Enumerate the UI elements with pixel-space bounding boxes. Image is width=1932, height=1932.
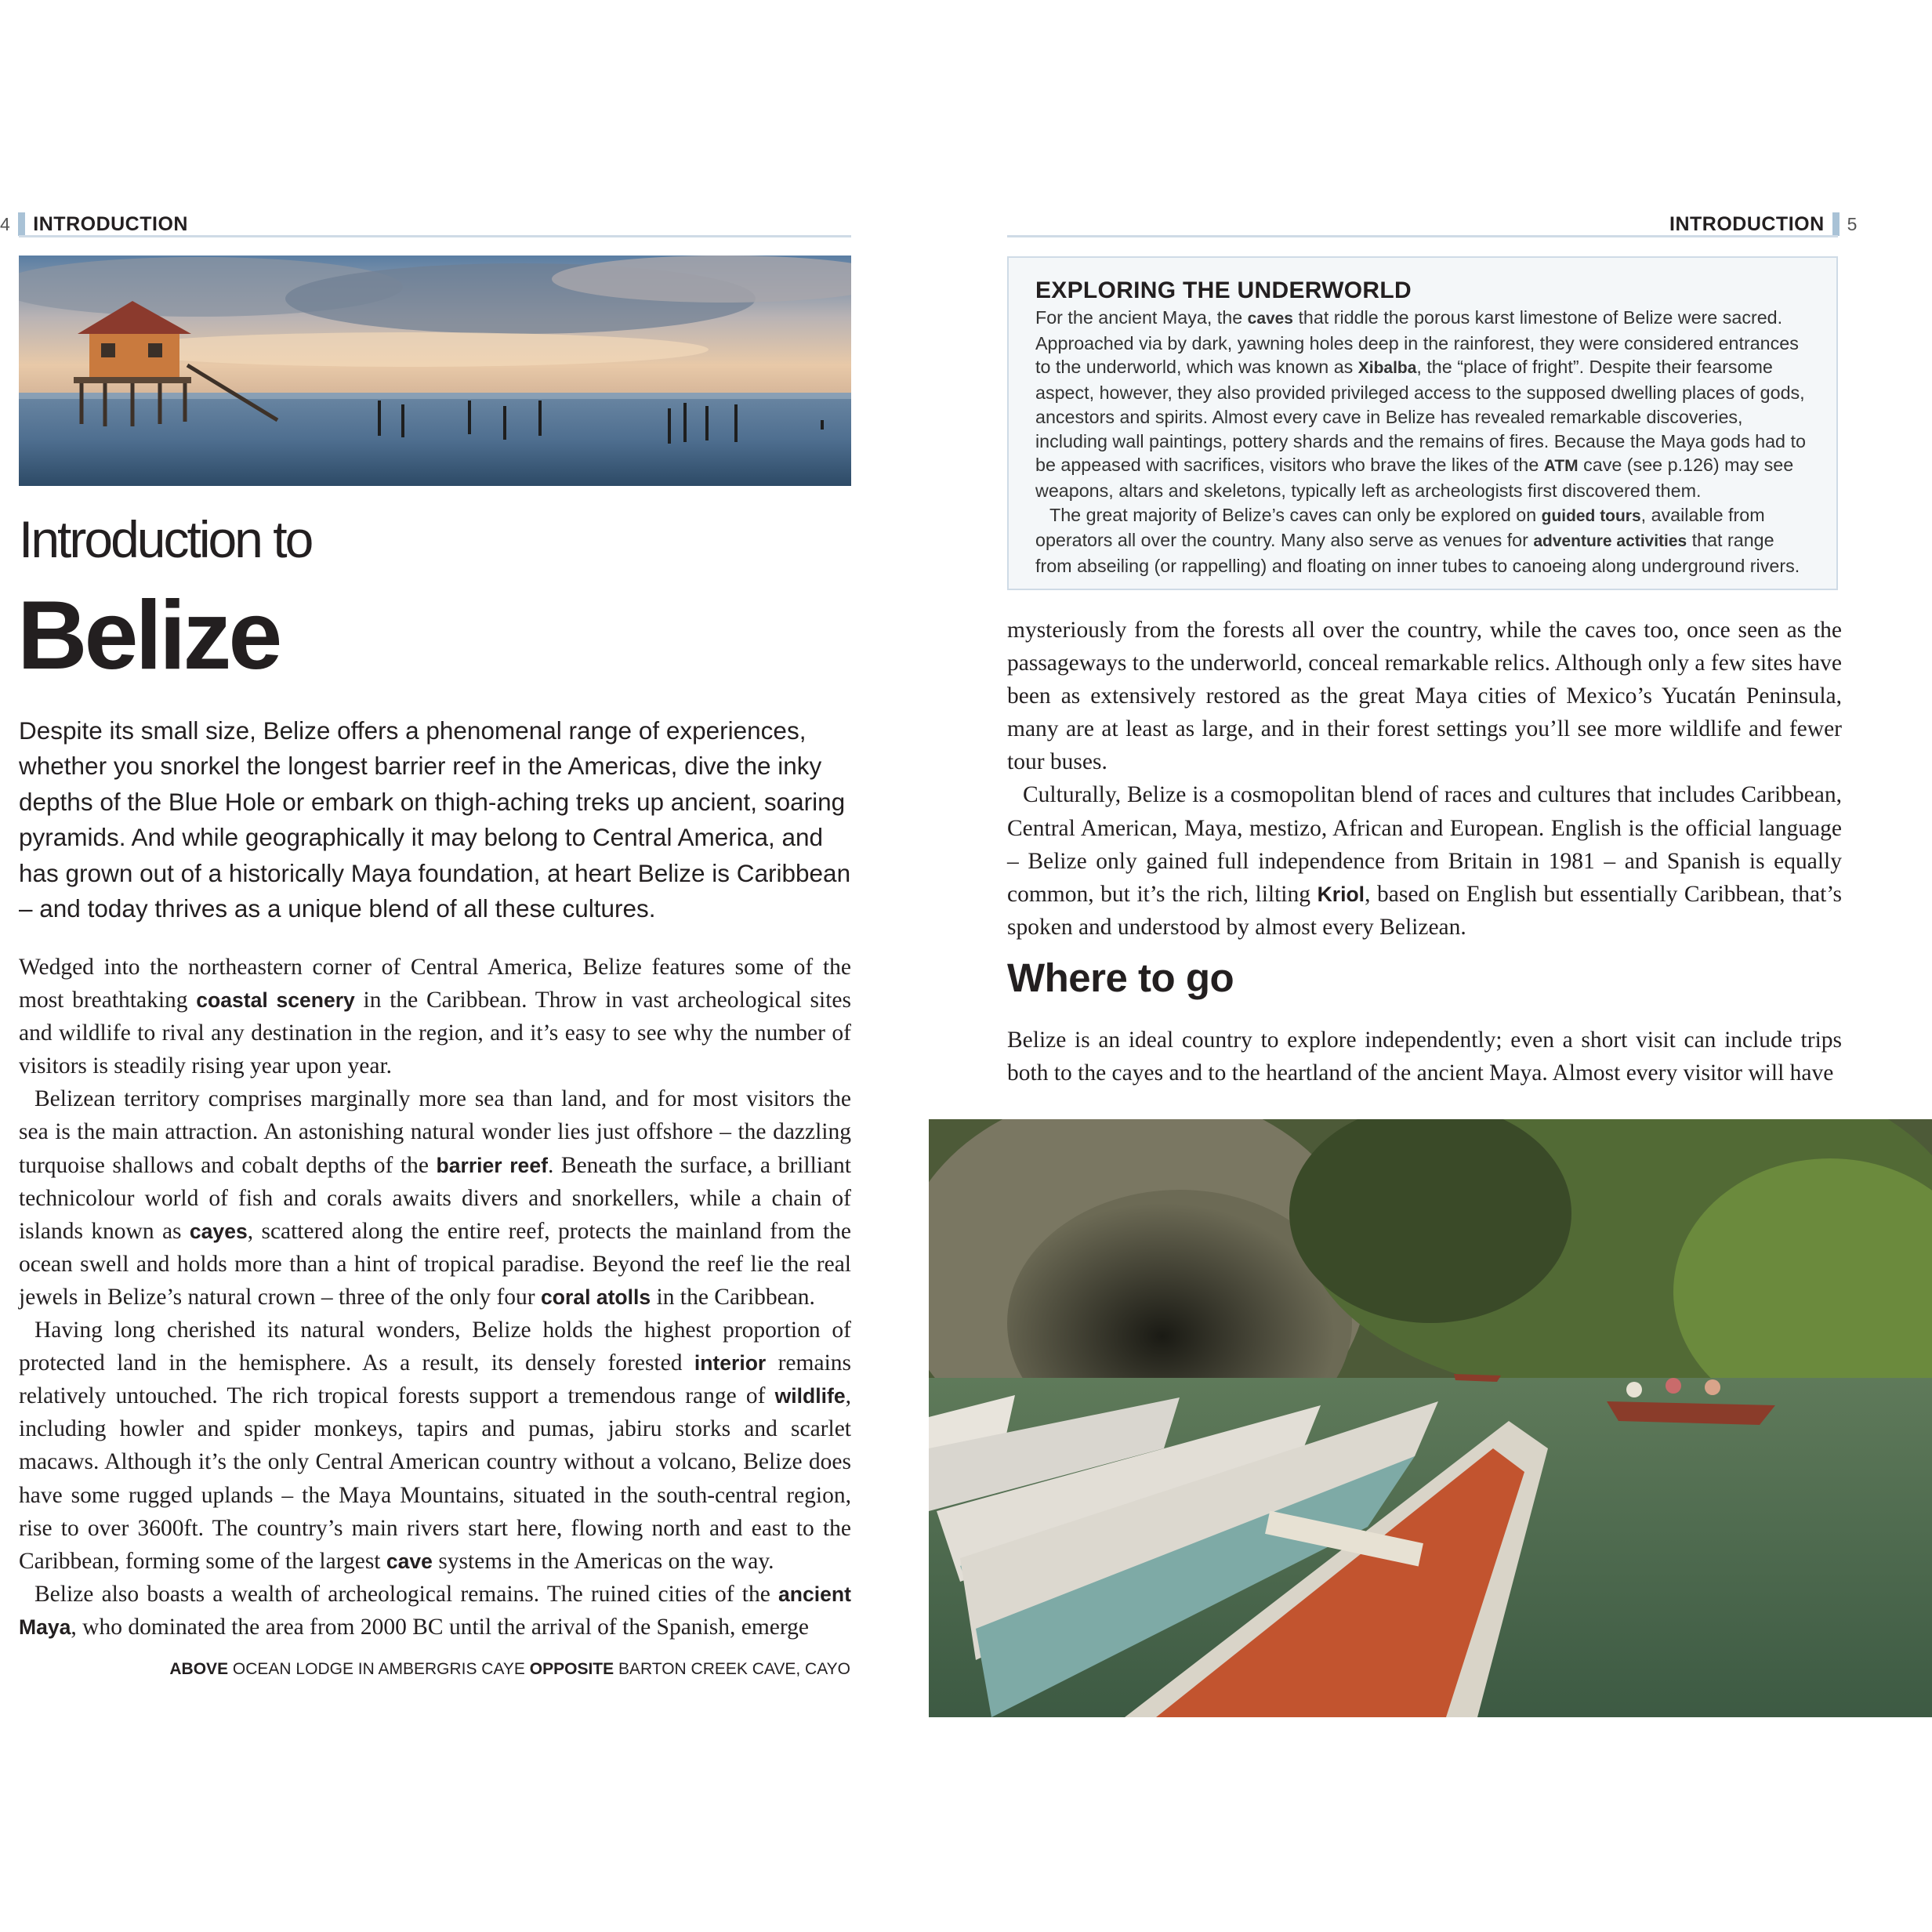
body-paragraph: Having long cherished its natural wonders, Belize holds the highest proportion of protected land in the hemisphere. As a result, its densely forested interior remains relatively untouched. The rich tropical forests support a tremendous range of wildlife, including howler and spider monkeys, tapirs and pumas, jabiru storks and scarlet macaws. Although it’s the only Central American country without a volcano, Belize does have some rugged uplands – the Maya Mountains, situated in the south-central region, rise to over 3600ft. The country’s main rivers start here, flowing north and east to the Caribbean, forming some of the largest cave systems in the Americas on the way. [19,1318,851,1574]
photo-caption: ABOVE OCEAN LODGE IN AMBERGRIS CAYE OPPOSITE BARTON CREEK CAVE, CAYO [169,1660,850,1678]
running-head-rule-right [1007,235,1838,237]
body-paragraph: mysteriously from the forests all over the country, while the caves too, once seen as the passageways to the underworld, conceal remarkable relics. Although only a few sites have been as extensively restored as the great Maya cities of Mexico’s Yucatán Peninsula, many are at least as large, and in their forest settings you’ll see more wildlife and fewer tour buses. [1007,618,1842,775]
body-paragraph: Belize also boasts a wealth of archeological remains. The ruined cities of the ancient Maya, who dominated the area from 2000 BC until the arrival of the Spanish, emerge [19,1581,851,1640]
running-head-right [1669,210,1858,238]
body-text-right-top [1007,614,1842,944]
page-number-left: 4 [0,213,11,234]
ocean-lodge-photo [19,256,851,486]
barton-creek-cave-photo [929,1119,1932,1717]
body-paragraph: Wedged into the northeastern corner of Central America, Belize features some of the most breathtaking coastal scenery in the Caribbean. Throw in vast archeological sites and wildlife to rival any destination in the region, and it’s easy to see why the number of visitors is steadily rising year upon year. [19,955,852,1079]
running-head-left [0,210,188,238]
feature-box [1007,256,1838,590]
feature-box-paragraph: For the ancient Maya, the caves that riddle the porous karst limestone of Belize were sacred. Approached via by dark, yawning holes deep in the rainforest, they were considered entrances to the underworld, which was known as Xibalba, the “place of fright”. Despite their fearsome aspect, however, they also provided privileged access to the supposed dwelling places of gods, ancestors and spirits. Almost every cave in Belize has revealed remarkable discoveries, including wall paintings, pottery shards and the remains of fires. Because the Maya gods had to be appeased with sacrifices, visitors who brave the likes of the ATM cave (see p.126) may see weapons, altars and skeletons, typically left as archeologists first discovered them. [1035,307,1806,501]
running-head-rule-left [19,235,851,237]
section-heading-where-to-go: Where to go [1007,955,1234,1000]
page-title-small: Introduction to [19,510,312,568]
body-paragraph: Culturally, Belize is a cosmopolitan blend of races and cultures that includes Caribbean, Central American, Maya, mestizo, African and European. English is the official language – Belize only gained full independence from Britain in 1981 – and Spanish is equally common, but it’s the rich, lilting Kriol, based on English but essentially Caribbean, that’s spoken and understood by almost every Belizean. [1007,782,1842,940]
body-paragraph: Belizean territory comprises marginally more sea than land, and for most visitors the sea is the main attraction. An astonishing natural wonder lies just offshore – the dazzling turquoise shallows and cobalt depths of the barrier reef. Beneath the surface, a brilliant technicolour world of fish and corals awaits divers and snorkellers, while a chain of islands known as cayes, scattered along the entire reef, protects the mainland from the ocean swell and holds more than a hint of tropical paradise. Beyond the reef lie the real jewels in Belize’s natural crown – three of the only four coral atolls in the Caribbean. [19,1086,852,1310]
running-head-accent-bar [18,212,25,236]
body-text-right-bottom [1007,1024,1842,1089]
page-number-right: 5 [1847,213,1858,234]
body-paragraph: Belize is an ideal country to explore independently; even a short visit can include trips both to the cayes and to the heartland of the ancient Maya. Almost every visitor will have [1007,1028,1842,1086]
running-head-label-left: INTRODUCTION [33,212,188,235]
intro-paragraph: Despite its small size, Belize offers a phenomenal range of experiences, whether you snorkel the longest barrier reef in the Americas, dive the inky depths of the Blue Hole or embark on thigh-aching treks up ancient, soaring pyramids. And while geographically it may belong to Central America, and has grown out of a historically Maya foundation, at heart Belize is Caribbean – and today thrives as a unique blend of all these cultures. [19,716,851,923]
feature-box-heading: EXPLORING THE UNDERWORLD [1035,277,1412,303]
running-head-accent-bar [1832,212,1840,236]
feature-box-paragraph: The great majority of Belize’s caves can only be explored on guided tours, available from operators all over the country. Many also serve as venues for adventure activities that range from abseiling (or rappelling) and floating on inner tubes to canoeing along underground rivers. [1035,504,1800,577]
body-text-left [19,951,851,1644]
page-title-big: Belize [17,582,280,690]
running-head-label-right: INTRODUCTION [1669,212,1825,235]
